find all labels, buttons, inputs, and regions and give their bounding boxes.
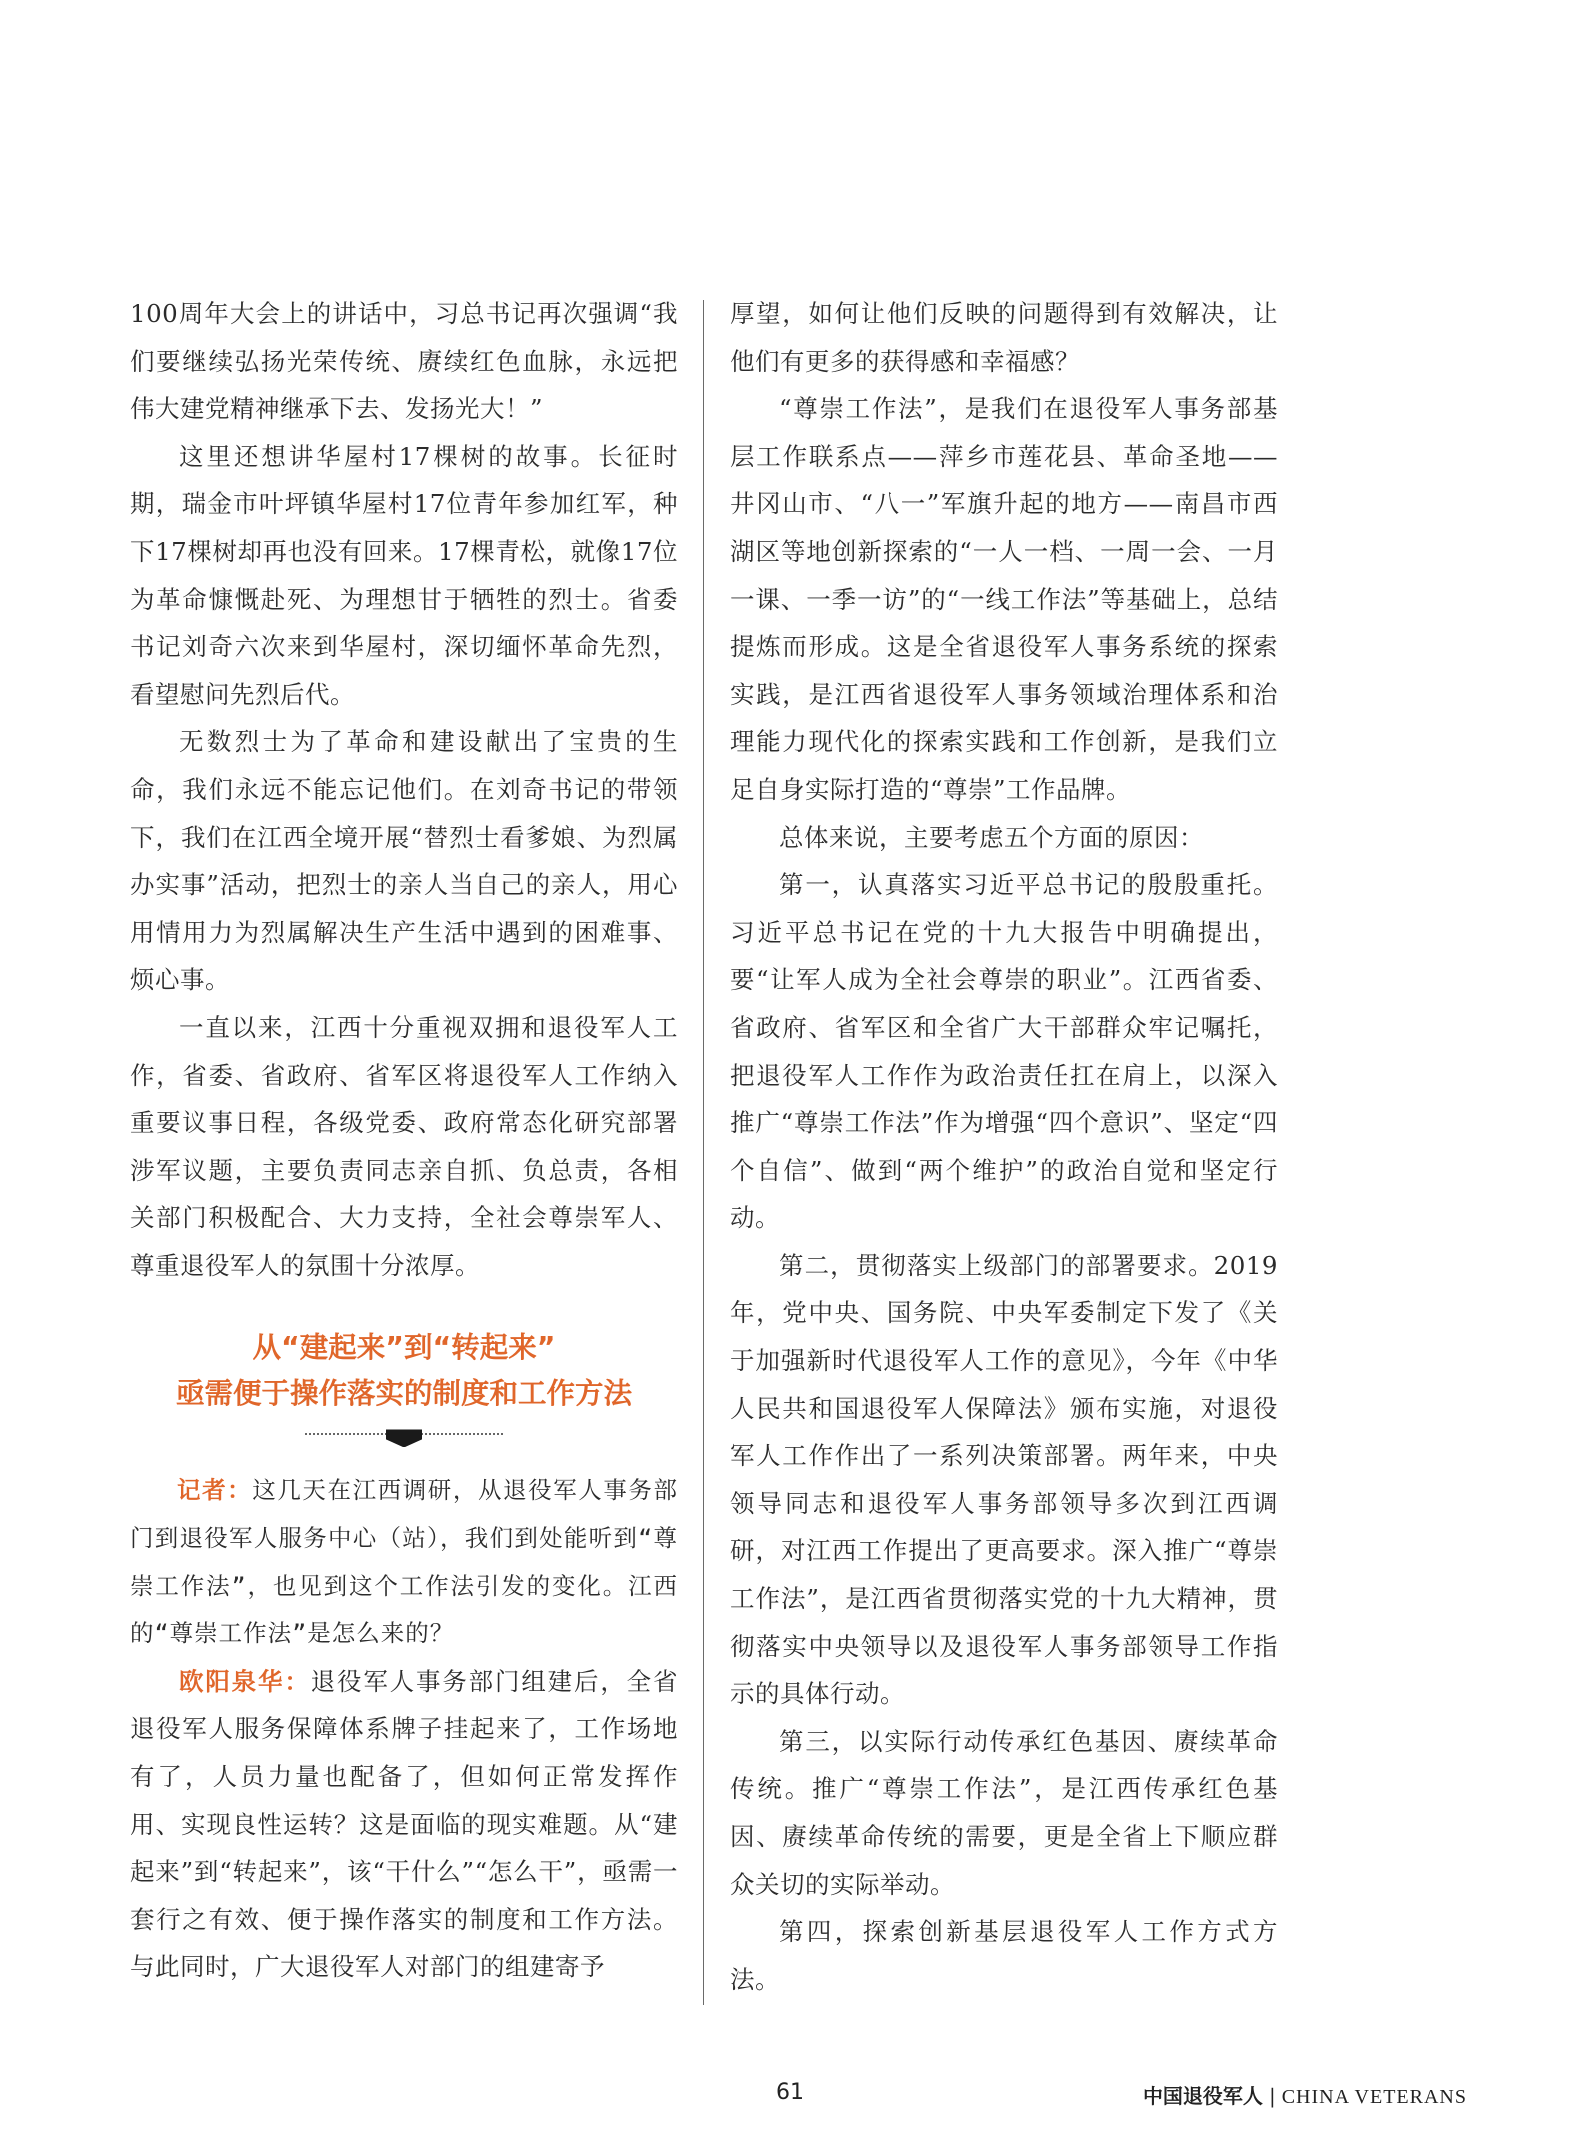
page-number: 61: [776, 2080, 804, 2105]
paragraph: 总体来说，主要考虑五个方面的原因：: [779, 822, 1204, 852]
right-column: [730, 290, 1278, 2003]
paragraph: 第三，以实际行动传承红色基因、赓续革命传统。推广“尊崇工作法”，是江西传承红色基因、赓续革命传统的需要，更是全省上下顺应群众关切的实际举动。: [730, 1726, 1278, 1899]
magazine-footer: [1143, 2080, 1467, 2109]
footer-separator: |: [1268, 2084, 1276, 2108]
pennant-mark-icon: [386, 1429, 422, 1447]
magazine-name-cn: 中国退役军人: [1142, 2084, 1263, 2108]
paragraph: 第二，贯彻落实上级部门的部署要求。2019年，党中央、国务院、中央军委制定下发了《关于加强新时代退役军人工作的意见》，今年《中华人民共和国退役军人保障法》颁布实施，对退役军人工作作出了一系列决策部署。两年来，中央领导同志和退役军人事务部领导多次到江西调研，对江西工作提出了更高要求。深入推广“尊崇工作法”，是江西省贯彻落实党的十九大精神，贯彻落实中央领导以及退役军人事务部领导工作指示的具体行动。: [730, 1250, 1278, 1709]
reporter-speaker-label: 记者：: [177, 1476, 253, 1505]
paragraph: 无数烈士为了革命和建设献出了宝贵的生命，我们永远不能忘记他们。在刘奇书记的带领下，我们在江西全境开展“替烈士看爹娘、为烈属办实事”活动，把烈士的亲人当自己的亲人，用心用情用力为烈属解决生产生活中遇到的困难事、烦心事。: [130, 727, 678, 995]
paragraph: 厚望，如何让他们反映的问题得到有效解决，让他们有更多的获得感和幸福感？: [730, 299, 1278, 376]
paragraph: 第四，探索创新基层退役军人工作方式方法。: [730, 1917, 1278, 1994]
answer-paragraph: [130, 1658, 678, 1991]
interviewee-speaker-label: 欧阳泉华：: [179, 1666, 311, 1696]
paragraph: 一直以来，江西十分重视双拥和退役军人工作，省委、省政府、省军区将退役军人工作纳入重要议事日程，各级党委、政府常态化研究部署涉军议题，主要负责同志亲自抓、负总责，各相关部门积极配合、大力支持，全社会尊崇军人、尊重退役军人的氛围十分浓厚。: [130, 1012, 678, 1280]
section-heading-line2: 亟需便于操作落实的制度和工作方法: [175, 1377, 632, 1411]
paragraph: “尊崇工作法”，是我们在退役军人事务部基层工作联系点——萍乡市莲花县、革命圣地——井冈山市、“八一”军旗升起的地方——南昌市西湖区等地创新探索的“一人一档、一周一会、一月一课、一季一访”的“一线工作法”等基础上，总结提炼而形成。这是全省退役军人事务系统的探索实践，是江西省退役军人事务领域治理体系和治理能力现代化的探索实践和工作创新，是我们立足自身实际打造的“尊崇”工作品牌。: [730, 394, 1278, 804]
magazine-name-en: CHINA VETERANS: [1281, 2086, 1467, 2108]
paragraph: 这里还想讲华屋村17棵树的故事。长征时期，瑞金市叶坪镇华屋村17位青年参加红军，种下17棵树却再也没有回来。17棵青松，就像17位为革命慷慨赴死、为理想甘于牺牲的烈士。省委书记刘奇六次来到华屋村，深切缅怀革命先烈，看望慰问先烈后代。: [130, 441, 678, 709]
section-heading-line1: 从“建起来”到“转起来”: [252, 1331, 556, 1365]
paragraph: 第一，认真落实习近平总书记的殷殷重托。习近平总书记在党的十九大报告中明确提出，要“让军人成为全社会尊崇的职业”。江西省委、省政府、省军区和全省广大干部群众牢记嘱托，把退役军人工作作为政治责任扛在肩上，以深入推广“尊崇工作法”作为增强“四个意识”、坚定“四个自信”、做到“两个维护”的政治自觉和坚定行动。: [730, 870, 1278, 1233]
paragraph: 100周年大会上的讲话中，习总书记再次强调“我们要继续弘扬光荣传统、赓续红色血脉，永远把伟大建党精神继承下去、发扬光大！”: [130, 299, 678, 424]
question-paragraph: [130, 1467, 678, 1657]
left-column: [130, 290, 678, 1991]
question-text: 这几天在江西调研，从退役军人事务部门到退役军人服务中心（站），我们到处能听到“尊崇工作法”，也见到这个工作法引发的变化。江西的“尊崇工作法”是怎么来的？: [130, 1476, 679, 1648]
answer-text: 退役军人事务部门组建后，全省退役军人服务保障体系牌子挂起来了，工作场地有了，人员力量也配备了，但如何正常发挥作用、实现良性运转？这是面临的现实难题。从“建起来”到“转起来”，该“干什么”“怎么干”，亟需一套行之有效、便于操作落实的制度和工作方法。与此同时，广大退役军人对部门的组建寄予: [130, 1666, 679, 1982]
section-heading: [130, 1325, 678, 1417]
column-divider: [703, 300, 704, 2005]
heading-divider: [130, 1423, 678, 1467]
